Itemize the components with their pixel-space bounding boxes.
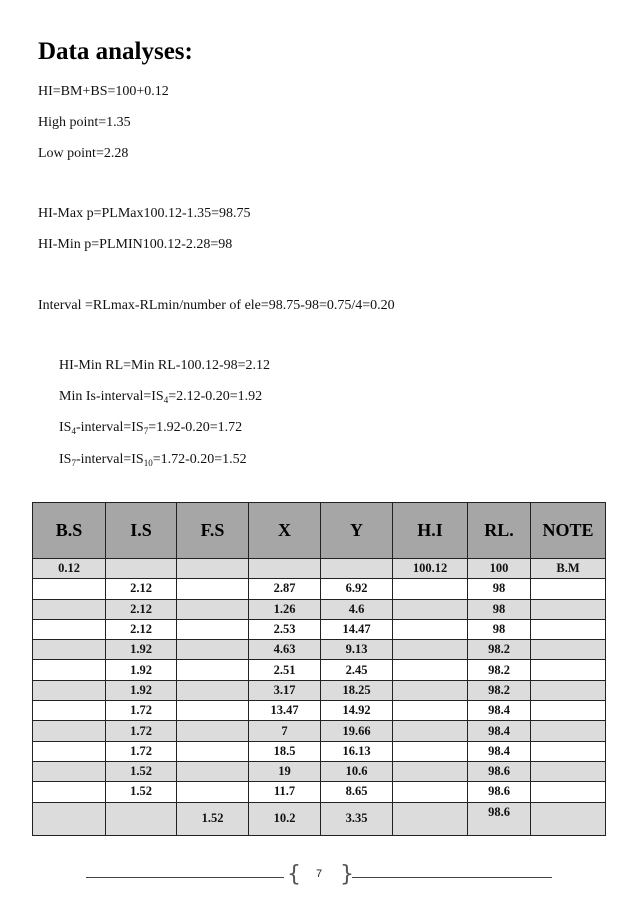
table-cell — [531, 599, 606, 619]
table-cell — [33, 599, 106, 619]
table-cell: 10.6 — [321, 761, 393, 781]
table-row — [33, 761, 606, 781]
column-header: B.S — [33, 503, 106, 559]
table-row — [33, 559, 606, 579]
low-point: Low point=2.28 — [38, 146, 129, 161]
table-cell — [531, 680, 606, 700]
table-cell: 3.35 — [321, 802, 393, 835]
table-cell — [393, 599, 468, 619]
table-cell: 1.72 — [106, 721, 177, 741]
table-row — [33, 802, 606, 835]
table-cell — [33, 761, 106, 781]
table-cell: 1.92 — [106, 680, 177, 700]
table-cell — [393, 782, 468, 802]
table-cell — [393, 761, 468, 781]
table-row — [33, 741, 606, 761]
table-cell: 7 — [249, 721, 321, 741]
table-cell — [531, 761, 606, 781]
table-cell — [177, 559, 249, 579]
table-row — [33, 660, 606, 680]
table-cell — [177, 660, 249, 680]
table-cell: 98.6 — [468, 761, 531, 781]
table-cell — [33, 660, 106, 680]
table-cell — [177, 599, 249, 619]
column-header: H.I — [393, 503, 468, 559]
table-cell: 98.6 — [468, 782, 531, 802]
table-cell: 98.4 — [468, 741, 531, 761]
table-cell: 1.26 — [249, 599, 321, 619]
table-cell: 2.51 — [249, 660, 321, 680]
table-cell: 4.6 — [321, 599, 393, 619]
hi-max-formula: HI-Max p=PLMax100.12-1.35=98.75 — [38, 206, 251, 221]
table-row — [33, 599, 606, 619]
table-cell: 1.72 — [106, 701, 177, 721]
table-cell — [33, 579, 106, 599]
table-cell: 1.52 — [106, 761, 177, 781]
table-cell — [33, 741, 106, 761]
table-cell: 98 — [468, 599, 531, 619]
table-cell: 2.45 — [321, 660, 393, 680]
table-row — [33, 640, 606, 660]
footer-rule-right — [352, 877, 552, 878]
table-cell — [393, 741, 468, 761]
table-cell — [393, 802, 468, 835]
table-cell — [177, 680, 249, 700]
table-cell — [393, 640, 468, 660]
table-cell — [106, 802, 177, 835]
table-cell — [33, 680, 106, 700]
table-cell: 98.2 — [468, 680, 531, 700]
table-cell — [33, 802, 106, 835]
table-cell — [531, 782, 606, 802]
table-cell: 9.13 — [321, 640, 393, 660]
left-brace-ornament: { — [287, 862, 301, 887]
table-cell — [393, 721, 468, 741]
table-cell — [177, 782, 249, 802]
table-cell: 4.63 — [249, 640, 321, 660]
table-cell: 8.65 — [321, 782, 393, 802]
hi-min-rl-formula: HI-Min RL=Min RL-100.12-98=2.12 — [59, 358, 271, 373]
page-title: Data analyses: — [38, 38, 193, 65]
table-cell: 18.25 — [321, 680, 393, 700]
table-cell: 1.52 — [106, 782, 177, 802]
table-cell — [531, 701, 606, 721]
table-cell — [531, 802, 606, 835]
table-cell — [531, 721, 606, 741]
table-cell: 98 — [468, 579, 531, 599]
right-brace-ornament: } — [340, 862, 354, 887]
table-cell: 1.52 — [177, 802, 249, 835]
table-cell — [177, 761, 249, 781]
hi-formula: HI=BM+BS=100+0.12 — [38, 84, 169, 99]
table-cell — [177, 619, 249, 639]
is4-interval-formula: $IS_4-interval=IS_7=1.92-0.20=1.72$ — [59, 420, 243, 436]
hi-min-formula: HI-Min p=PLMIN100.12-2.28=98 — [38, 237, 233, 252]
column-header: RL. — [468, 503, 531, 559]
table-cell — [393, 619, 468, 639]
table-cell: 2.53 — [249, 619, 321, 639]
table-cell: 100 — [468, 559, 531, 579]
table-cell: 98.4 — [468, 721, 531, 741]
column-header: I.S — [106, 503, 177, 559]
table-cell: 2.87 — [249, 579, 321, 599]
table-cell — [177, 721, 249, 741]
table-cell — [33, 721, 106, 741]
table-cell: 98.2 — [468, 660, 531, 680]
page-number: 7 — [315, 868, 323, 880]
column-header: Y — [321, 503, 393, 559]
table-cell — [177, 640, 249, 660]
table-cell — [393, 680, 468, 700]
is7-interval-formula: $IS_7-interval=IS_{10}=1.72-0.20=1.52$ — [59, 452, 247, 468]
table-row — [33, 680, 606, 700]
table-cell: 1.72 — [106, 741, 177, 761]
table-cell — [393, 701, 468, 721]
table-cell: 2.12 — [106, 579, 177, 599]
column-header: X — [249, 503, 321, 559]
table-cell: 18.5 — [249, 741, 321, 761]
table-cell — [249, 559, 321, 579]
table-cell: 100.12 — [393, 559, 468, 579]
interval-formula: Interval =RLmax-RLmin/number of ele=98.75-98=0.75/4=0.20 — [38, 298, 395, 313]
table-cell — [531, 640, 606, 660]
table-header-row — [33, 503, 606, 559]
table-cell: 19.66 — [321, 721, 393, 741]
table-row — [33, 701, 606, 721]
table-cell: 14.47 — [321, 619, 393, 639]
table-row — [33, 782, 606, 802]
table-cell — [531, 619, 606, 639]
table-cell — [531, 579, 606, 599]
table-cell: 10.2 — [249, 802, 321, 835]
table-cell — [33, 701, 106, 721]
table-row — [33, 721, 606, 741]
column-header: NOTE — [531, 503, 606, 559]
table-cell — [177, 579, 249, 599]
table-row — [33, 619, 606, 639]
table-cell: B.M — [531, 559, 606, 579]
column-header: F.S — [177, 503, 249, 559]
table-cell: 1.92 — [106, 640, 177, 660]
table-cell: 13.47 — [249, 701, 321, 721]
table-cell: 98.6 — [468, 802, 531, 835]
table-cell — [531, 741, 606, 761]
table-cell: 3.17 — [249, 680, 321, 700]
min-is-interval-formula: Min $Is-interval=IS_4=2.12-0.20=1.92$ — [59, 389, 263, 405]
table-row — [33, 579, 606, 599]
table-cell — [33, 782, 106, 802]
table-cell — [33, 619, 106, 639]
table-cell: 1.92 — [106, 660, 177, 680]
table-cell: 0.12 — [33, 559, 106, 579]
high-point: High point=1.35 — [38, 115, 131, 130]
table-cell — [321, 559, 393, 579]
footer-rule-left — [86, 877, 284, 878]
leveling-data-table — [32, 502, 606, 836]
table-cell: 98.2 — [468, 640, 531, 660]
table-cell — [177, 701, 249, 721]
table-cell: 6.92 — [321, 579, 393, 599]
table-cell: 19 — [249, 761, 321, 781]
table-cell: 16.13 — [321, 741, 393, 761]
table-cell — [177, 741, 249, 761]
table-cell — [33, 640, 106, 660]
table-cell: 2.12 — [106, 599, 177, 619]
table-cell — [393, 579, 468, 599]
table-cell — [106, 559, 177, 579]
table-cell — [531, 660, 606, 680]
table-cell — [393, 660, 468, 680]
table-cell: 98.4 — [468, 701, 531, 721]
table-cell: 11.7 — [249, 782, 321, 802]
table-cell: 14.92 — [321, 701, 393, 721]
table-cell: 98 — [468, 619, 531, 639]
table-cell: 2.12 — [106, 619, 177, 639]
